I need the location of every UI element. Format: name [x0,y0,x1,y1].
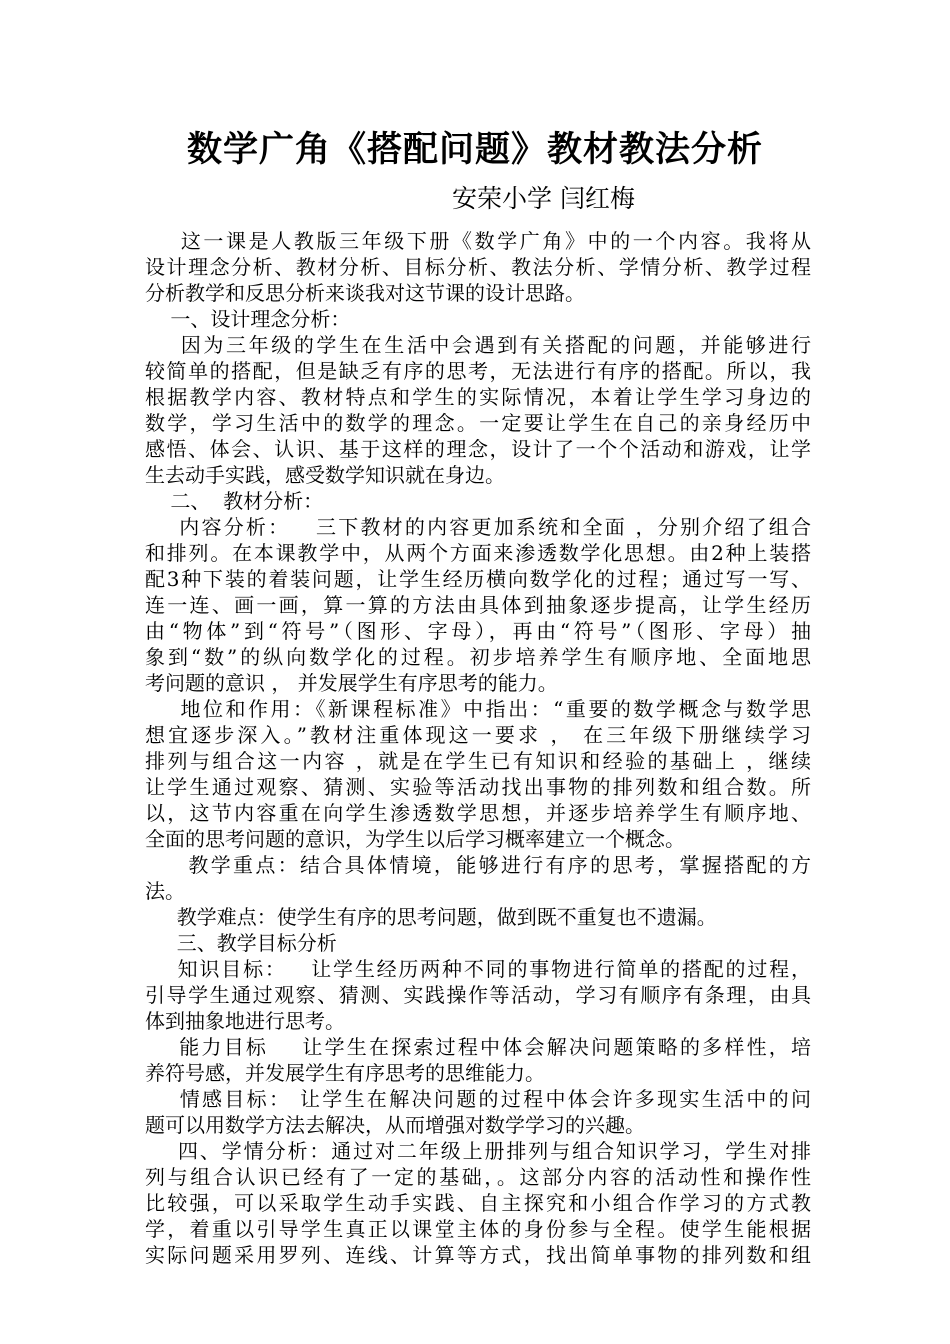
body-line: 能力目标 让学生在探索过程中体会解决问题策略的多样性，培 [145,1035,811,1059]
body-line: 根据教学内容、教材特点和学生的实际情况，本着让学生学习身边的 [145,385,811,409]
body-line: 教学难点：使学生有序的思考问题，做到既不重复也不遗漏。 [145,905,717,929]
body-line: 让学生通过观察、猜测、实验等活动找出事物的排列数和组合数。所 [145,775,811,799]
body-line: 三、教学目标分析 [145,931,337,955]
body-line: 养符号感，并发展学生有序思考的思维能力。 [145,1061,545,1085]
body-line: 体到抽象地进行思考。 [145,1009,345,1033]
body-line: 生去动手实践，感受数学知识就在身边。 [145,463,505,487]
body-line: 象到“数”的纵向数学化的过程。初步培养学生有顺序地、全面地思 [145,645,811,669]
body-line: 比较强，可以采取学生动手实践、自主探究和小组合作学习的方式教 [145,1191,811,1215]
body-line: 法。 [145,879,185,903]
body-line: 数学，学习生活中的数学的理念。一定要让学生在自己的亲身经历中 [145,411,811,435]
body-line: 以，这节内容重在向学生渗透数学思想，并逐步培养学生有顺序地、 [145,801,811,825]
body-line: 实际问题采用罗列、连线、计算等方式，找出简单事物的排列数和组 [145,1243,811,1267]
body-line: 想宜逐步深入。”教材注重体现这一要求 ， 在三年级下册继续学习 [145,723,811,747]
body-line: 较简单的搭配，但是缺乏有序的思考，无法进行有序的搭配。所以，我 [145,359,811,383]
body-line: 教学重点：结合具体情境，能够进行有序的思考，掌握搭配的方 [145,853,811,877]
body-line: 题可以用数学方法去解决，从而增强对数学学习的兴趣。 [145,1113,645,1137]
body-line: 因为三年级的学生在生活中会遇到有关搭配的问题，并能够进行 [145,333,811,357]
document-author: 安荣小学 闫红梅 [452,184,635,213]
body-line: 知识目标： 让学生经历两种不同的事物进行简单的搭配的过程， [145,957,811,981]
body-line: 和排列。在本课教学中，从两个方面来渗透数学化思想。由2种上装搭 [145,541,811,565]
body-line: 情感目标： 让学生在解决问题的过程中体会许多现实生活中的问 [145,1087,811,1111]
body-line: 这一课是人教版三年级下册《数学广角》中的一个内容。我将从 [145,229,811,253]
body-line: 感悟、体会、认识、基于这样的理念，设计了一个个活动和游戏，让学 [145,437,811,461]
body-line: 一、设计理念分析： [145,307,351,331]
document-title: 数学广角《搭配问题》教材教法分析 [186,129,763,170]
body-line: 由“物体”到“符号”（图形、字母），再由“符号”（图形、字母）抽 [145,619,811,643]
body-line: 引导学生通过观察、猜测、实践操作等活动，学习有顺序有条理，由具 [145,983,811,1007]
body-line: 考问题的意识 ， 并发展学生有序思考的能力。 [145,671,558,695]
body-line: 内容分析： 三下教材的内容更加系统和全面 ，分别介绍了组合 [145,515,811,539]
body-line: 连一连、画一画，算一算的方法由具体到抽象逐步提高，让学生经历 [145,593,811,617]
body-line: 设计理念分析、教材分析、目标分析、教法分析、学情分析、教学过程 [145,255,811,279]
body-line: 四、学情分析：通过对二年级上册排列与组合知识学习，学生对排 [145,1139,811,1163]
body-line: 分析教学和反思分析来谈我对这节课的设计思路。 [145,281,585,305]
body-line: 排列与组合这一内容 ，就是在学生已有知识和经验的基础上 ，继续 [145,749,811,773]
body-line: 学，着重以引导学生真正以课堂主体的身份参与全程。使学生能根据 [145,1217,811,1241]
body-line: 列与组合认识已经有了一定的基础，。这部分内容的活动性和操作性 [145,1165,811,1189]
body-line: 二、 教材分析： [145,489,324,513]
body-line: 配3种下装的着装问题，让学生经历横向数学化的过程；通过写一写、 [145,567,811,591]
body-line: 地位和作用：《新课程标准》中指出：“重要的数学概念与数学思 [145,697,811,721]
body-line: 全面的思考问题的意识，为学生以后学习概率建立一个概念。 [145,827,685,851]
